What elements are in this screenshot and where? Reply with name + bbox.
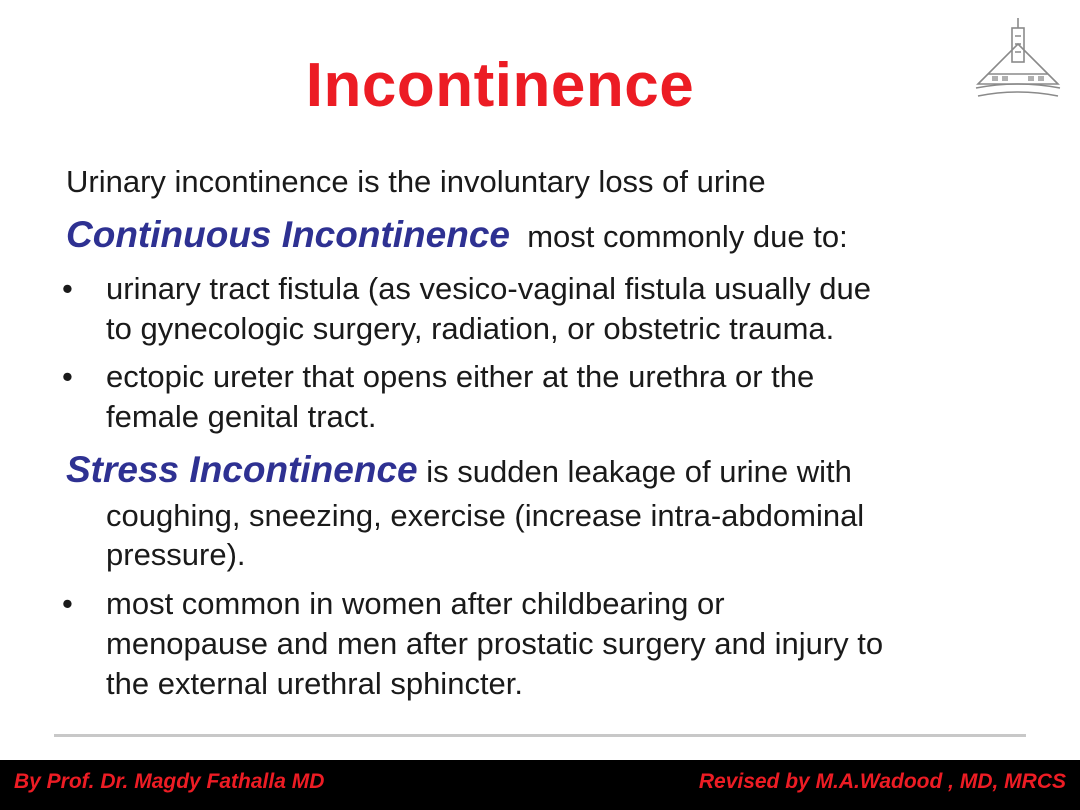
bullet-marker: • xyxy=(62,271,73,306)
bullet-fistula-line2: to gynecologic surgery, radiation, or obstetric trauma. xyxy=(106,311,835,346)
bullet-common-line1: most common in women after childbearing or xyxy=(106,586,725,621)
footer-bar xyxy=(0,760,1080,810)
footer-divider xyxy=(54,734,1026,737)
stress-line3: pressure). xyxy=(106,537,246,572)
bullet-ureter-line1: ectopic ureter that opens either at the urethra or the xyxy=(106,359,815,394)
bullet-common-line2: menopause and men after prostatic surgery and injury to xyxy=(106,626,884,661)
stress-heading: Stress Incontinence xyxy=(66,449,418,490)
continuous-text: most commonly due to: xyxy=(527,219,848,254)
continuous-line xyxy=(66,215,848,257)
footer-reviser: Revised by M.A.Wadood , MD, MRCS xyxy=(698,770,1066,793)
university-logo-icon xyxy=(972,14,1064,100)
slide-title: Incontinence xyxy=(305,51,695,120)
stress-line2: coughing, sneezing, exercise (increase intra-abdominal xyxy=(106,498,865,533)
stress-text: is sudden leakage of urine with xyxy=(426,454,852,489)
stress-line xyxy=(66,450,852,492)
bullet-common-line3: the external urethral sphincter. xyxy=(106,666,524,701)
bullet-fistula-line1: urinary tract fistula (as vesico-vaginal fistula usually due xyxy=(106,271,872,306)
bullet-marker: • xyxy=(62,359,73,394)
footer-author: By Prof. Dr. Magdy Fathalla MD xyxy=(14,770,325,793)
bullet-marker: • xyxy=(62,586,73,621)
intro-text: Urinary incontinence is the involuntary loss of urine xyxy=(66,164,766,199)
continuous-heading: Continuous Incontinence xyxy=(66,214,510,255)
bullet-ureter-line2: female genital tract. xyxy=(106,399,377,434)
